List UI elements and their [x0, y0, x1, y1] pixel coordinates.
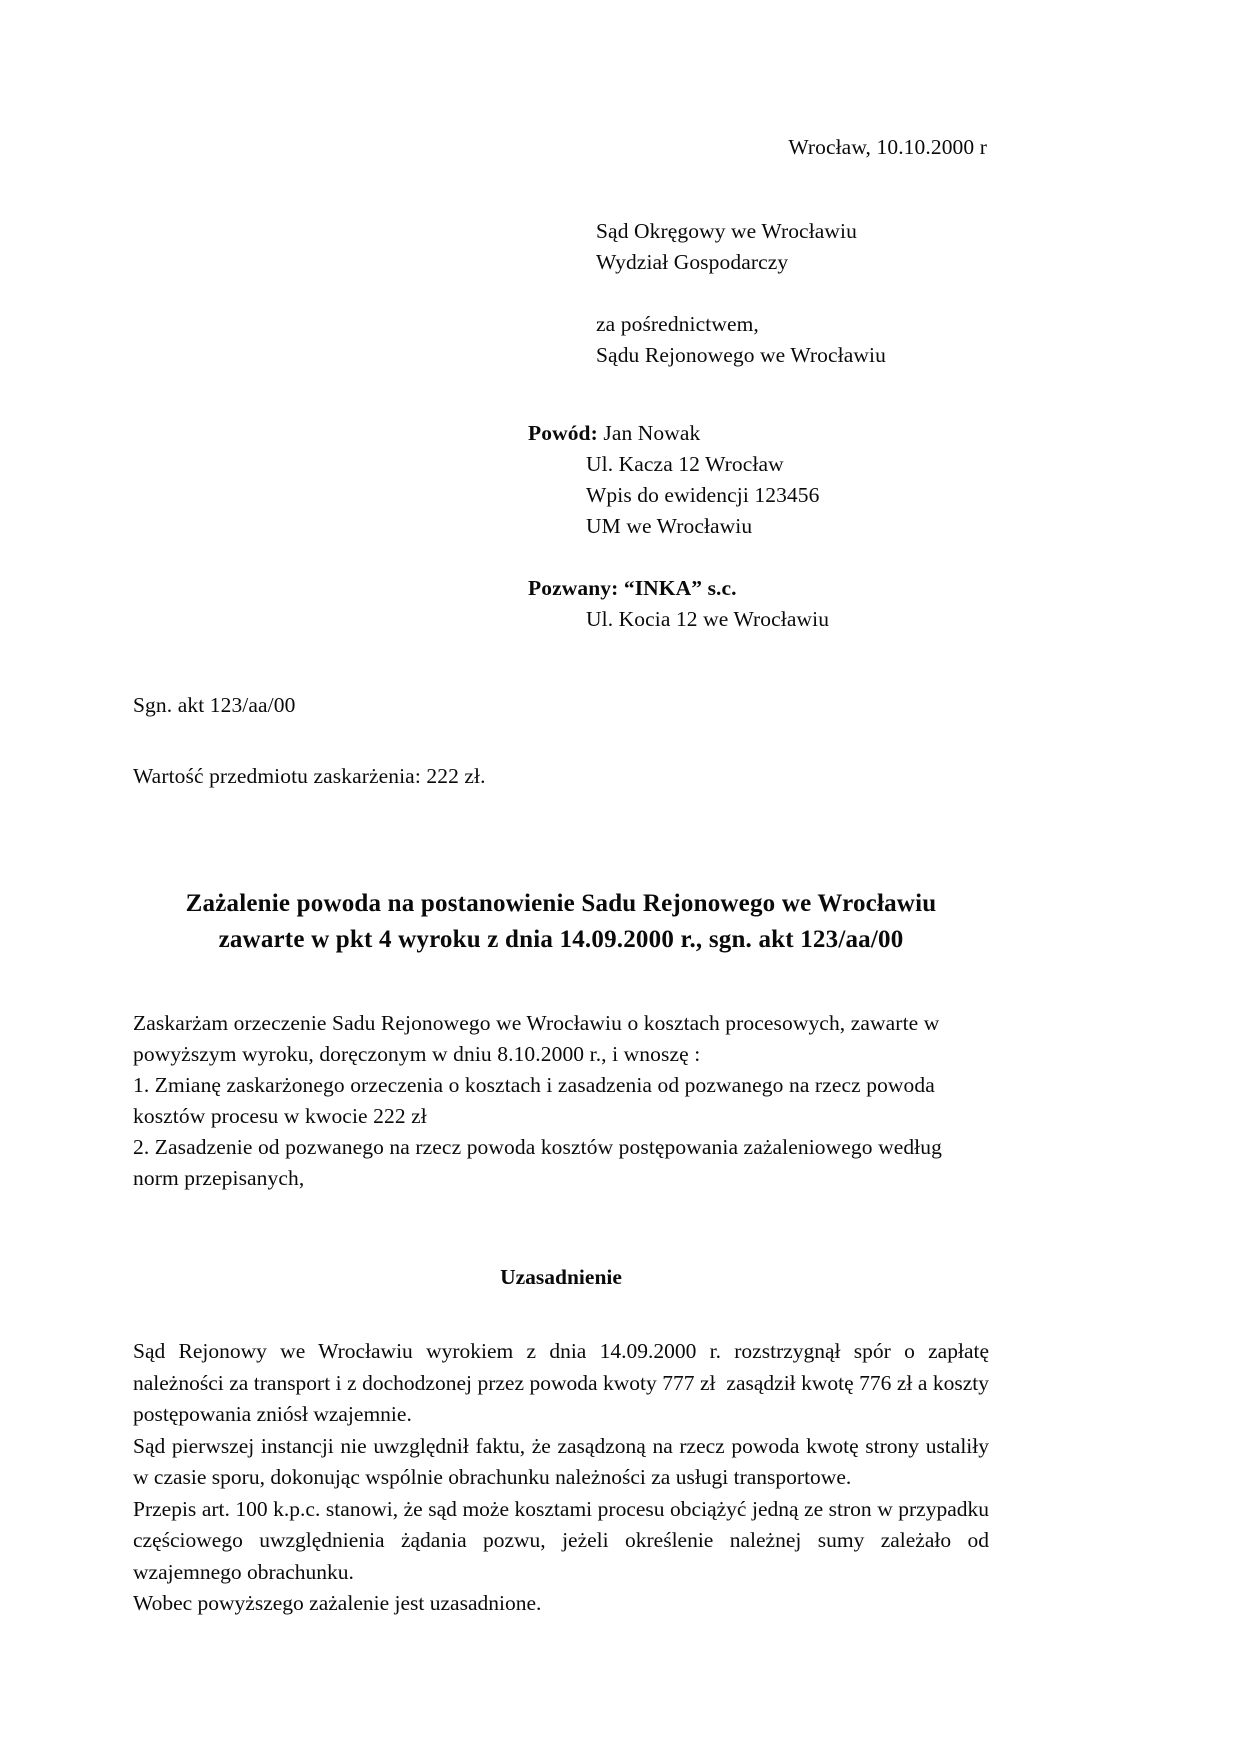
reasons-block [133, 1336, 995, 1620]
reasons-paragraph-1: Sąd Rejonowy we Wrocławiu wyrokiem z dnia 14.09.2000 r. rozstrzygnął spór o zapłatę należności za transport i z dochodzonej przez powoda kwoty 777 zł zasądził kwotę 776 zł a koszty postępowania zniósł wzajemnie. [133, 1339, 995, 1426]
parties-block [133, 418, 989, 635]
plaintiff-block [528, 418, 989, 542]
petitum-line-2: powyższym wyroku, doręczonym w dniu 8.10.2000 r., i wnoszę : [133, 1042, 701, 1066]
defendant-label: Pozwany: [528, 576, 619, 600]
reasons-heading: Uzasadnienie [500, 1265, 622, 1289]
reasons-paragraph-4: Wobec powyższego zażalenie jest uzasadnione. [133, 1591, 542, 1615]
plaintiff-address: Ul. Kacza 12 Wrocław [586, 452, 784, 476]
date-line: Wrocław, 10.10.2000 r [788, 135, 987, 159]
reasons-paragraph-2: Sąd pierwszej instancji nie uwzględnił faktu, że zasądzoną na rzecz powoda kwotę strony ustaliły w czasie sporu, dokonując wspólnie obrachunku należności za usługi transportowe. [133, 1433, 995, 1489]
petitum-item-1-line-1: 1. Zmianę zaskarżonego orzeczenia o kosztach i zasadzenia od pozwanego na rzecz powoda [133, 1073, 935, 1097]
addressee-court-line-1: Sąd Okręgowy we Wrocławiu [596, 219, 857, 243]
file-reference-row [133, 690, 989, 721]
document-title [133, 886, 989, 958]
reasons-paragraph-3: Przepis art. 100 k.p.c. stanowi, że sąd może kosztami procesu obciążyć jedną ze stron w przypadku częściowego uwzględnienia żądania pozwu, jeżeli określenie należnej sumy zależało od wzajemnego obrachunku. [133, 1496, 995, 1584]
petitum-item-2-line-1: 2. Zasadzenie od pozwanego na rzecz powoda kosztów postępowania zażaleniowego według [133, 1135, 942, 1159]
addressee-spacer [596, 278, 989, 309]
defendant-address: Ul. Kocia 12 we Wrocławiu [586, 607, 830, 631]
document-title-line-1: Zażalenie powoda na postanowienie Sadu Rejonowego we Wrocławiu [185, 890, 937, 917]
petitum-block [133, 1008, 989, 1194]
plaintiff-registry: Wpis do ewidencji 123456 [586, 483, 820, 507]
defendant-name: “INKA” s.c. [623, 576, 737, 600]
plaintiff-name: Jan Nowak [603, 421, 701, 445]
plaintiff-head-line [528, 418, 989, 449]
document-title-line-2: zawarte w pkt 4 wyroku z dnia 14.09.2000 r., sgn. akt 123/aa/00 [218, 926, 904, 953]
addressee-via-court: Sądu Rejonowego we Wrocławiu [596, 343, 886, 367]
petitum-item-1-line-2: kosztów procesu w kwocie 222 zł [133, 1104, 427, 1128]
petitum-item-2-line-2: norm przepisanych, [133, 1166, 305, 1190]
file-reference: Sgn. akt 123/aa/00 [133, 693, 296, 717]
addressee-block [133, 216, 989, 371]
case-meta-block [133, 690, 989, 792]
document-content [133, 0, 995, 1620]
value-of-subject-row [133, 761, 989, 792]
plaintiff-label: Powód: [528, 421, 598, 445]
addressee-court-line-2: Wydział Gospodarczy [596, 250, 789, 274]
date-line-row [133, 132, 989, 163]
plaintiff-authority: UM we Wrocławiu [586, 514, 753, 538]
addressee-via-label: za pośrednictwem, [596, 312, 759, 336]
petitum-line-1: Zaskarżam orzeczenie Sadu Rejonowego we Wrocławiu o kosztach procesowych, zawarte w [133, 1011, 940, 1035]
defendant-block [528, 573, 989, 635]
defendant-head-line [528, 573, 989, 604]
value-of-subject: Wartość przedmiotu zaskarżenia: 222 zł. [133, 764, 486, 788]
